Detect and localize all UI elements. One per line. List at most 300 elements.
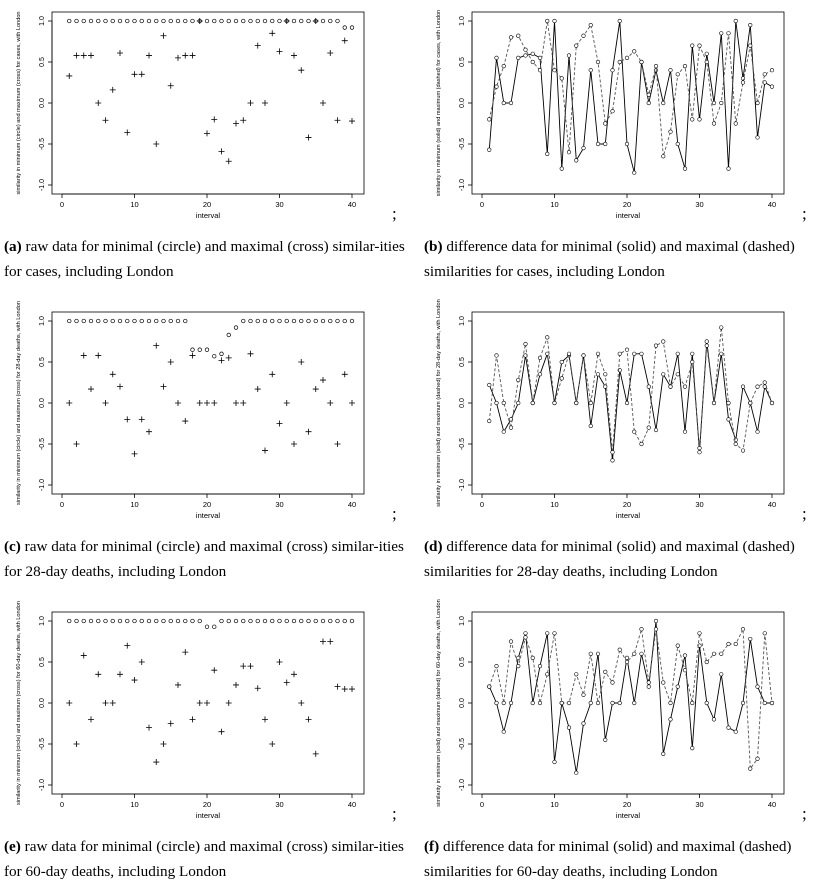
data-point-minimum <box>603 142 607 146</box>
x-tick-label: 40 <box>347 800 357 809</box>
data-point-maximum <box>103 700 109 706</box>
data-point-minimum <box>538 56 542 60</box>
data-point-minimum <box>538 373 542 377</box>
y-axis-label: similarity in minimum (solid) and maximum (dashed) for 60-day deaths, with London <box>436 599 442 807</box>
data-point-maximum <box>262 716 268 722</box>
data-point-maximum <box>226 158 232 164</box>
data-point-minimum <box>603 738 607 742</box>
data-point-maximum <box>81 652 87 658</box>
x-tick-label: 10 <box>550 200 559 209</box>
data-point-maximum <box>712 122 716 126</box>
data-point-maximum <box>582 693 586 697</box>
x-tick-label: 10 <box>130 500 139 509</box>
data-point-minimum <box>705 52 709 56</box>
panel-b <box>420 0 830 296</box>
data-point-minimum <box>632 352 636 356</box>
data-point-minimum <box>241 319 245 323</box>
data-point-maximum <box>603 373 607 377</box>
data-point-maximum <box>574 673 578 677</box>
data-point-maximum <box>683 668 687 672</box>
y-tick-label: 1.0 <box>459 316 466 326</box>
data-point-minimum <box>748 23 752 27</box>
data-point-maximum <box>516 378 520 382</box>
data-point-minimum <box>741 701 745 705</box>
data-point-minimum <box>96 319 100 323</box>
data-point-minimum <box>683 654 687 658</box>
data-point-maximum <box>509 36 513 40</box>
data-point-minimum <box>618 701 622 705</box>
data-point-minimum <box>321 319 325 323</box>
y-tick-label: -1.0 <box>39 778 46 792</box>
data-point-minimum <box>487 383 491 387</box>
semicolon: ; <box>392 504 397 523</box>
data-point-minimum <box>263 619 267 623</box>
data-point-minimum <box>321 19 325 23</box>
data-point-minimum <box>118 619 122 623</box>
data-point-maximum <box>226 355 232 361</box>
y-tick-label: 0.0 <box>39 98 46 108</box>
y-tick-label: 0.5 <box>459 57 466 67</box>
data-point-minimum <box>560 167 564 171</box>
data-point-maximum <box>349 400 355 406</box>
data-point-maximum <box>110 700 116 706</box>
chart-e <box>0 600 410 828</box>
data-point-maximum <box>132 677 138 683</box>
data-point-minimum <box>234 326 238 330</box>
x-axis-label: interval <box>195 811 221 820</box>
data-point-minimum <box>698 118 702 122</box>
data-point-maximum <box>66 73 72 79</box>
data-point-maximum <box>306 716 312 722</box>
data-point-minimum <box>756 430 760 434</box>
data-point-minimum <box>220 352 224 356</box>
data-point-minimum <box>589 68 593 72</box>
x-axis-label: interval <box>195 211 221 220</box>
data-point-maximum <box>560 701 564 705</box>
data-point-maximum <box>211 400 217 406</box>
y-tick-label: 0.0 <box>39 698 46 708</box>
data-point-minimum <box>234 619 238 623</box>
data-point-maximum <box>182 52 188 58</box>
data-point-maximum <box>306 134 312 140</box>
caption-text: raw data for minimal (circle) and maximal (cross) similar-ities for 28-day deaths, including London <box>4 538 404 580</box>
data-point-maximum <box>146 429 152 435</box>
data-point-maximum <box>770 68 774 72</box>
data-point-maximum <box>589 23 593 27</box>
data-point-minimum <box>647 101 651 105</box>
data-point-minimum <box>487 148 491 152</box>
data-point-minimum <box>611 701 615 705</box>
data-point-maximum <box>342 371 348 377</box>
data-point-maximum <box>661 681 665 685</box>
data-point-maximum <box>574 401 578 405</box>
data-point-maximum <box>756 385 760 389</box>
data-point-maximum <box>313 386 319 392</box>
data-point-minimum <box>125 619 129 623</box>
data-point-minimum <box>727 167 731 171</box>
semicolon: ; <box>802 804 807 823</box>
data-point-minimum <box>756 136 760 140</box>
data-point-maximum <box>741 627 745 631</box>
data-point-minimum <box>625 656 629 660</box>
x-tick-label: 40 <box>347 200 357 209</box>
panel-d <box>420 300 830 596</box>
data-point-minimum <box>285 619 289 623</box>
data-point-maximum <box>574 44 578 48</box>
x-tick-label: 0 <box>479 800 485 809</box>
data-point-minimum <box>524 632 528 636</box>
x-tick-label: 20 <box>202 200 212 209</box>
data-point-maximum <box>640 442 644 446</box>
data-point-maximum <box>524 636 528 640</box>
data-point-maximum <box>284 18 290 24</box>
y-axis-label: similarity in minimum (circle) and maximum (cross) for 28-day deaths, with London <box>16 301 22 505</box>
data-point-maximum <box>770 401 774 405</box>
y-tick-label: 0.0 <box>459 698 466 708</box>
data-point-minimum <box>133 319 137 323</box>
data-point-maximum <box>240 400 246 406</box>
data-point-maximum <box>219 729 225 735</box>
panel-f <box>420 600 830 896</box>
data-point-minimum <box>596 373 600 377</box>
data-point-maximum <box>262 448 268 454</box>
data-point-maximum <box>320 377 326 383</box>
data-point-minimum <box>343 619 347 623</box>
data-point-minimum <box>676 142 680 146</box>
data-point-maximum <box>349 686 355 692</box>
data-point-minimum <box>336 319 340 323</box>
panel-e <box>0 600 410 896</box>
data-point-maximum <box>335 441 341 447</box>
data-point-minimum <box>683 430 687 434</box>
data-point-maximum <box>335 684 341 690</box>
data-point-maximum <box>117 671 123 677</box>
data-point-minimum <box>350 26 354 30</box>
data-point-minimum <box>227 619 231 623</box>
data-point-maximum <box>269 371 275 377</box>
data-point-minimum <box>256 319 260 323</box>
data-point-minimum <box>618 19 622 23</box>
data-point-minimum <box>509 101 513 105</box>
data-point-maximum <box>727 32 731 36</box>
data-point-maximum <box>632 430 636 434</box>
data-point-minimum <box>205 19 209 23</box>
y-tick-label: -0.5 <box>459 737 466 751</box>
data-point-maximum <box>124 130 130 136</box>
data-point-minimum <box>256 19 260 23</box>
data-point-minimum <box>676 685 680 689</box>
data-point-minimum <box>140 319 144 323</box>
data-point-minimum <box>249 319 253 323</box>
data-point-maximum <box>509 426 513 430</box>
data-point-maximum <box>248 351 254 357</box>
data-point-maximum <box>342 686 348 692</box>
data-point-minimum <box>147 619 151 623</box>
data-point-minimum <box>307 619 311 623</box>
data-point-maximum <box>139 71 145 77</box>
data-point-maximum <box>596 352 600 356</box>
data-point-minimum <box>67 619 71 623</box>
data-point-minimum <box>553 19 557 23</box>
data-point-minimum <box>198 619 202 623</box>
data-point-minimum <box>191 19 195 23</box>
data-point-maximum <box>298 359 304 365</box>
y-tick-label: -1.0 <box>39 178 46 192</box>
data-point-minimum <box>328 619 332 623</box>
data-point-minimum <box>538 664 542 668</box>
data-point-minimum <box>647 685 651 689</box>
data-point-minimum <box>676 352 680 356</box>
data-point-maximum <box>748 401 752 405</box>
data-point-maximum <box>596 60 600 64</box>
caption-tag: (e) <box>4 838 21 855</box>
y-tick-label: 0.5 <box>459 357 466 367</box>
data-point-maximum <box>770 701 774 705</box>
data-point-minimum <box>67 19 71 23</box>
data-point-minimum <box>183 619 187 623</box>
data-point-maximum <box>763 73 767 77</box>
data-point-maximum <box>524 48 528 52</box>
x-tick-label: 30 <box>695 200 704 209</box>
panel-c <box>0 300 410 596</box>
data-point-minimum <box>756 685 760 689</box>
data-point-maximum <box>103 117 109 123</box>
data-point-minimum <box>545 152 549 156</box>
caption-b <box>424 234 836 284</box>
x-tick-label: 20 <box>622 800 632 809</box>
data-point-minimum <box>96 619 100 623</box>
data-point-minimum <box>625 401 629 405</box>
data-point-minimum <box>227 333 231 337</box>
data-point-maximum <box>146 52 152 58</box>
series-line-maximum <box>489 629 772 768</box>
data-point-minimum <box>611 68 615 72</box>
data-point-maximum <box>748 44 752 48</box>
data-point-maximum <box>197 700 203 706</box>
data-point-minimum <box>495 56 499 60</box>
data-point-maximum <box>589 652 593 656</box>
data-point-maximum <box>516 34 520 38</box>
data-point-minimum <box>89 319 93 323</box>
x-tick-label: 0 <box>59 800 65 809</box>
data-point-maximum <box>596 701 600 705</box>
data-point-minimum <box>125 19 129 23</box>
data-point-maximum <box>487 118 491 122</box>
y-axis-label: similarity in minimum (solid) and maximum (dashed) for cases, with London <box>436 9 442 197</box>
y-tick-label: 0.5 <box>39 657 46 667</box>
data-point-minimum <box>133 619 137 623</box>
data-point-minimum <box>220 619 224 623</box>
data-point-minimum <box>176 319 180 323</box>
data-point-minimum <box>328 319 332 323</box>
data-point-maximum <box>327 400 333 406</box>
data-point-minimum <box>589 424 593 428</box>
caption-tag: (f) <box>424 838 440 855</box>
data-point-maximum <box>103 400 109 406</box>
data-point-minimum <box>582 146 586 150</box>
data-point-minimum <box>567 726 571 730</box>
data-point-maximum <box>161 741 167 747</box>
x-tick-label: 30 <box>275 800 284 809</box>
data-point-maximum <box>705 660 709 664</box>
data-point-maximum <box>219 357 225 363</box>
data-point-minimum <box>82 619 86 623</box>
y-tick-label: -0.5 <box>39 137 46 151</box>
plot-frame <box>472 612 784 794</box>
data-point-minimum <box>690 352 694 356</box>
data-point-minimum <box>727 726 731 730</box>
data-point-maximum <box>545 19 549 23</box>
data-point-maximum <box>683 385 687 389</box>
data-point-maximum <box>277 421 283 427</box>
data-point-maximum <box>669 130 673 134</box>
x-tick-label: 40 <box>767 200 777 209</box>
panel-a <box>0 0 410 296</box>
y-tick-label: 1.0 <box>39 316 46 326</box>
data-point-maximum <box>654 344 658 348</box>
data-point-minimum <box>212 354 216 358</box>
data-point-minimum <box>516 56 520 60</box>
y-tick-label: 1.0 <box>39 16 46 26</box>
data-point-minimum <box>545 632 549 636</box>
data-point-minimum <box>625 142 629 146</box>
data-point-maximum <box>734 122 738 126</box>
data-point-minimum <box>719 32 723 36</box>
data-point-maximum <box>161 33 167 39</box>
data-point-minimum <box>683 167 687 171</box>
data-point-minimum <box>516 656 520 660</box>
data-point-maximum <box>611 450 615 454</box>
data-point-maximum <box>255 386 261 392</box>
data-point-maximum <box>182 418 188 424</box>
data-point-minimum <box>82 19 86 23</box>
data-point-maximum <box>175 682 181 688</box>
data-point-minimum <box>147 319 151 323</box>
data-point-maximum <box>313 18 319 24</box>
y-axis-label: similarity in minimum (circle) and maximum (cross) for cases, with London <box>16 11 22 195</box>
data-point-minimum <box>249 19 253 23</box>
data-point-maximum <box>647 93 651 97</box>
data-point-minimum <box>147 19 151 23</box>
data-point-maximum <box>683 64 687 68</box>
data-point-minimum <box>111 619 115 623</box>
data-point-maximum <box>255 43 261 49</box>
data-point-maximum <box>277 48 283 54</box>
data-point-minimum <box>582 722 586 726</box>
data-point-maximum <box>168 359 174 365</box>
data-point-maximum <box>618 352 622 356</box>
data-point-maximum <box>661 155 665 159</box>
data-point-minimum <box>705 701 709 705</box>
caption-text: difference data for minimal (solid) and maximal (dashed) similarities for cases, including London <box>424 238 795 280</box>
data-point-minimum <box>495 401 499 405</box>
data-point-minimum <box>350 619 354 623</box>
data-point-maximum <box>146 725 152 731</box>
data-point-minimum <box>89 619 93 623</box>
x-tick-label: 20 <box>202 800 212 809</box>
data-point-maximum <box>487 419 491 423</box>
data-point-minimum <box>292 19 296 23</box>
data-point-maximum <box>211 116 217 122</box>
data-point-maximum <box>168 83 174 89</box>
data-point-maximum <box>190 352 196 358</box>
data-point-maximum <box>182 649 188 655</box>
data-point-minimum <box>241 19 245 23</box>
data-point-minimum <box>350 319 354 323</box>
caption-text: raw data for minimal (circle) and maximal (cross) similar-ities for 60-day deaths, including London <box>4 838 404 880</box>
data-point-minimum <box>516 401 520 405</box>
data-point-maximum <box>719 652 723 656</box>
data-point-maximum <box>327 50 333 56</box>
data-point-maximum <box>763 632 767 636</box>
data-point-maximum <box>553 401 557 405</box>
data-point-maximum <box>88 386 94 392</box>
data-point-maximum <box>553 68 557 72</box>
data-point-minimum <box>502 430 506 434</box>
data-point-maximum <box>698 632 702 636</box>
data-point-minimum <box>125 319 129 323</box>
plot-frame <box>472 12 784 194</box>
y-tick-label: 0.0 <box>39 398 46 408</box>
data-point-minimum <box>314 619 318 623</box>
caption-c <box>4 534 416 584</box>
data-point-maximum <box>661 340 665 344</box>
y-tick-label: 0.5 <box>459 657 466 667</box>
data-point-maximum <box>705 344 709 348</box>
data-point-maximum <box>538 701 542 705</box>
data-point-maximum <box>719 326 723 330</box>
data-point-minimum <box>154 619 158 623</box>
data-point-maximum <box>204 400 210 406</box>
data-point-maximum <box>502 64 506 68</box>
data-point-minimum <box>307 319 311 323</box>
data-point-maximum <box>204 700 210 706</box>
data-point-maximum <box>603 122 607 126</box>
data-point-maximum <box>74 52 80 58</box>
data-point-maximum <box>669 385 673 389</box>
data-point-maximum <box>538 68 542 72</box>
x-tick-label: 30 <box>695 800 704 809</box>
data-point-maximum <box>298 700 304 706</box>
data-point-maximum <box>748 767 752 771</box>
data-point-minimum <box>162 319 166 323</box>
data-point-maximum <box>291 52 297 58</box>
data-point-minimum <box>509 701 513 705</box>
series-line-maximum <box>489 328 772 453</box>
data-point-minimum <box>502 730 506 734</box>
data-point-maximum <box>211 667 217 673</box>
y-tick-label: 1.0 <box>459 16 466 26</box>
data-point-minimum <box>596 652 600 656</box>
data-point-minimum <box>212 19 216 23</box>
y-tick-label: -0.5 <box>459 437 466 451</box>
data-point-minimum <box>712 718 716 722</box>
data-point-maximum <box>277 659 283 665</box>
data-point-maximum <box>284 680 290 686</box>
data-point-maximum <box>567 701 571 705</box>
data-point-maximum <box>698 44 702 48</box>
data-point-minimum <box>278 619 282 623</box>
data-point-minimum <box>169 319 173 323</box>
data-point-minimum <box>712 101 716 105</box>
data-point-minimum <box>719 673 723 677</box>
data-point-maximum <box>269 741 275 747</box>
x-tick-label: 10 <box>130 800 139 809</box>
data-point-minimum <box>183 19 187 23</box>
data-point-maximum <box>175 55 181 61</box>
data-point-maximum <box>712 652 716 656</box>
data-point-maximum <box>531 60 535 64</box>
